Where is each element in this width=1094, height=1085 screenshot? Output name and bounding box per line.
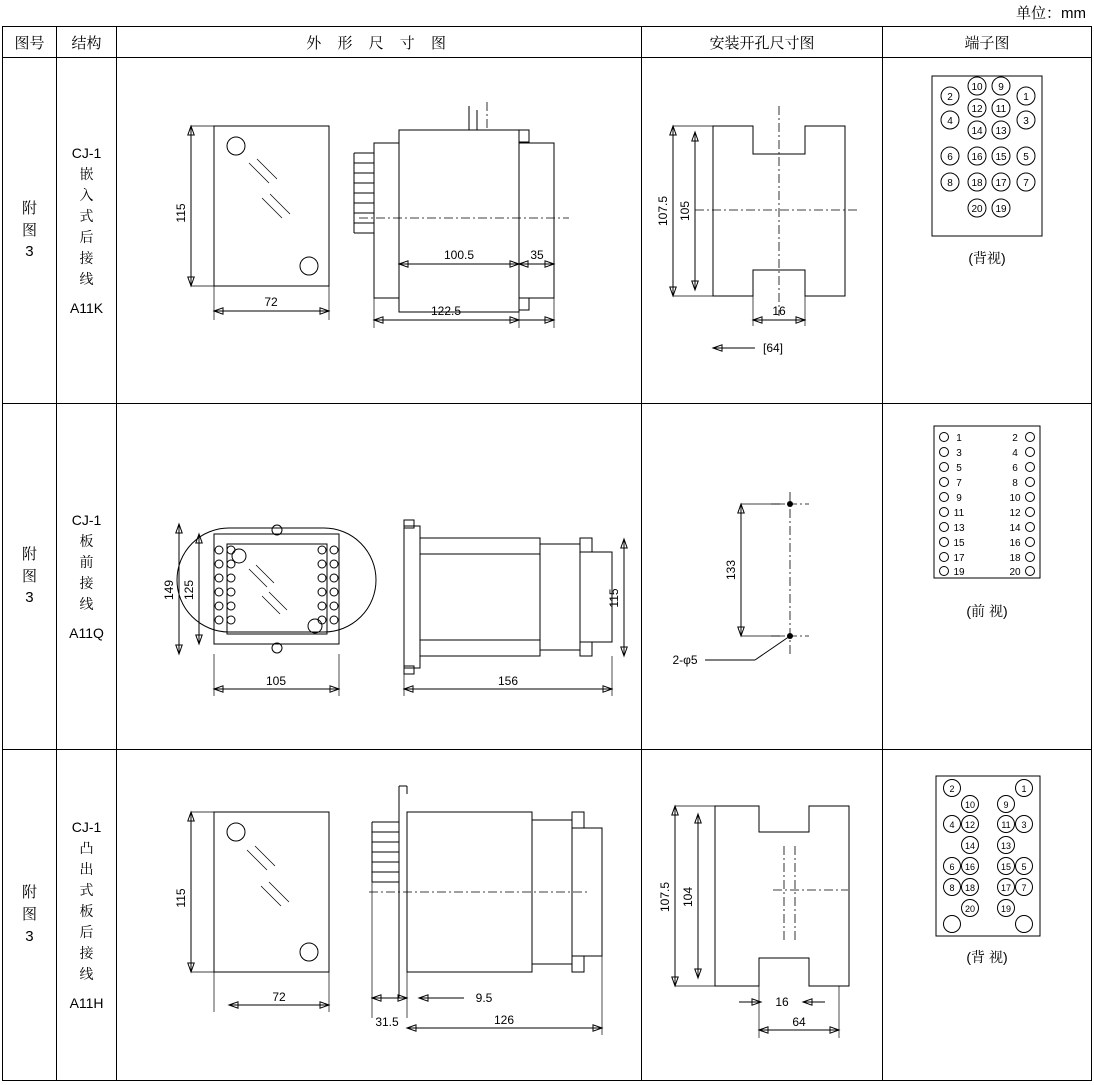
dim-label: 72 bbox=[272, 990, 286, 1004]
terminal-number: 15 bbox=[1000, 862, 1012, 872]
figure-no-char: 图 bbox=[21, 221, 37, 239]
terminal-number: 6 bbox=[947, 152, 953, 163]
outline-drawing-cell bbox=[117, 58, 642, 404]
row-figure-number bbox=[3, 404, 57, 750]
terminal-number: 1 bbox=[1021, 784, 1027, 794]
terminal-number: 7 bbox=[956, 478, 962, 489]
terminal-drawing-cell bbox=[883, 404, 1092, 750]
terminal-number: 10 bbox=[971, 82, 983, 93]
terminal-drawing-2 bbox=[884, 404, 1090, 704]
structure-char: 线 bbox=[79, 595, 94, 612]
dim-label: 64 bbox=[792, 1015, 806, 1029]
figure-no-char: 附 bbox=[21, 545, 37, 563]
dim-label: [64] bbox=[763, 341, 784, 355]
terminal-number: 7 bbox=[1021, 883, 1027, 893]
dim-label: 35 bbox=[530, 248, 544, 262]
terminal-number: 11 bbox=[995, 104, 1007, 115]
structure-char: 入 bbox=[79, 186, 94, 203]
terminal-number: 15 bbox=[953, 538, 965, 549]
terminal-number: 16 bbox=[1009, 538, 1021, 549]
terminal-number: 2 bbox=[947, 92, 953, 103]
terminal-number: 3 bbox=[1023, 116, 1029, 127]
outline-drawing-1 bbox=[119, 58, 639, 403]
structure-char: 凸 bbox=[79, 839, 94, 856]
terminal-number: 6 bbox=[949, 862, 955, 872]
terminal-number: 11 bbox=[1001, 820, 1011, 830]
terminal-number: 9 bbox=[956, 493, 962, 504]
dim-label: 126 bbox=[494, 1013, 515, 1027]
terminal-number: 18 bbox=[971, 178, 983, 189]
terminal-number: 18 bbox=[964, 883, 976, 893]
terminal-number: 11 bbox=[953, 508, 965, 519]
dim-label: 149 bbox=[162, 579, 177, 601]
structure-char: 后 bbox=[79, 923, 94, 940]
terminal-number: 19 bbox=[953, 567, 965, 578]
dim-label: 16 bbox=[775, 995, 789, 1009]
figure-no-char: 3 bbox=[25, 589, 34, 607]
hole-drawing-cell bbox=[642, 58, 883, 404]
dimension-table bbox=[2, 26, 1092, 1081]
terminal-drawing-3 bbox=[884, 750, 1090, 1050]
terminal-number: 4 bbox=[949, 820, 955, 830]
row-structure bbox=[56, 58, 116, 404]
terminal-number: 4 bbox=[1012, 448, 1018, 459]
terminal-number: 3 bbox=[1021, 820, 1027, 830]
structure-char: 板 bbox=[79, 902, 94, 919]
table-row bbox=[3, 58, 1092, 404]
structure-code: CJ-1 bbox=[71, 511, 102, 528]
hole-drawing-1 bbox=[643, 58, 881, 403]
unit-note: 单位：mm bbox=[1016, 5, 1086, 22]
outline-drawing-3 bbox=[119, 750, 639, 1080]
dim-label: 115 bbox=[174, 203, 189, 223]
terminal-number: 16 bbox=[964, 862, 976, 872]
terminal-number: 19 bbox=[1000, 904, 1012, 914]
dim-label: 156 bbox=[498, 674, 519, 688]
terminal-number: 9 bbox=[998, 82, 1004, 93]
terminal-number: 12 bbox=[964, 820, 976, 830]
dim-label: 107.5 bbox=[656, 195, 671, 227]
figure-no-char: 3 bbox=[25, 243, 34, 261]
dim-label: 115 bbox=[607, 588, 622, 608]
terminal-number: 8 bbox=[949, 883, 955, 893]
structure-char: 式 bbox=[79, 207, 94, 224]
structure-code: CJ-1 bbox=[71, 818, 102, 835]
structure-char: 出 bbox=[79, 860, 94, 877]
header-col-struct: 结构 bbox=[56, 27, 116, 58]
dim-label: 100.5 bbox=[444, 248, 475, 262]
table-row bbox=[3, 750, 1092, 1081]
terminal-number: 1 bbox=[1023, 92, 1029, 103]
structure-char: 嵌 bbox=[79, 165, 94, 182]
figure-no-char: 图 bbox=[21, 567, 37, 585]
dim-label: 107.5 bbox=[658, 881, 673, 913]
header-col-terminal: 端子图 bbox=[883, 27, 1092, 58]
terminal-drawing-cell bbox=[883, 750, 1092, 1081]
terminal-number: 5 bbox=[1021, 862, 1027, 872]
terminal-number: 14 bbox=[1009, 523, 1021, 534]
dim-label: 115 bbox=[174, 888, 189, 908]
structure-model: A11H bbox=[69, 994, 104, 1011]
terminal-number: 12 bbox=[971, 104, 983, 115]
terminal-number: 3 bbox=[956, 448, 962, 459]
structure-model: A11K bbox=[69, 299, 104, 316]
dim-label: 133 bbox=[724, 559, 739, 581]
terminal-number: 18 bbox=[1009, 553, 1021, 564]
terminal-number: 17 bbox=[995, 178, 1007, 189]
dim-label: 72 bbox=[264, 295, 278, 309]
header-col-outline: 外 形 尺 寸 图 bbox=[117, 27, 642, 58]
hole-drawing-3 bbox=[643, 750, 881, 1080]
terminal-number: 17 bbox=[953, 553, 965, 564]
terminal-number: 20 bbox=[1009, 567, 1021, 578]
terminal-number: 8 bbox=[1012, 478, 1018, 489]
terminal-number: 4 bbox=[947, 116, 953, 127]
structure-model: A11Q bbox=[69, 624, 104, 641]
row-structure bbox=[56, 404, 116, 750]
terminal-number: 13 bbox=[995, 126, 1007, 137]
terminal-drawing-1 bbox=[884, 58, 1090, 358]
structure-char: 线 bbox=[79, 965, 94, 982]
terminal-number: 16 bbox=[971, 152, 983, 163]
terminal-number: 14 bbox=[964, 841, 976, 851]
terminal-view-label: (前 视) bbox=[966, 603, 1008, 619]
terminal-number: 20 bbox=[971, 204, 983, 215]
row-structure bbox=[56, 750, 116, 1081]
row-figure-number bbox=[3, 58, 57, 404]
structure-char: 接 bbox=[79, 944, 94, 961]
header-col-no: 图号 bbox=[3, 27, 57, 58]
dim-label: 105 bbox=[266, 674, 287, 688]
terminal-number: 9 bbox=[1003, 800, 1009, 810]
terminal-number: 8 bbox=[947, 178, 953, 189]
header-col-hole: 安装开孔尺寸图 bbox=[642, 27, 883, 58]
terminal-number: 5 bbox=[956, 463, 962, 474]
structure-char: 前 bbox=[79, 553, 94, 570]
terminal-number: 13 bbox=[1000, 841, 1012, 851]
terminal-number: 12 bbox=[1009, 508, 1021, 519]
structure-char: 板 bbox=[79, 532, 94, 549]
row-figure-number bbox=[3, 750, 57, 1081]
figure-no-char: 3 bbox=[25, 927, 34, 945]
terminal-number: 19 bbox=[995, 204, 1007, 215]
terminal-number: 15 bbox=[995, 152, 1007, 163]
dim-label: 2-φ5 bbox=[672, 653, 698, 667]
terminal-number: 10 bbox=[964, 800, 976, 810]
dim-label: 9.5 bbox=[475, 991, 493, 1005]
dim-label: 104 bbox=[681, 886, 696, 908]
dim-label: 31.5 bbox=[375, 1015, 399, 1029]
outline-drawing-cell bbox=[117, 750, 642, 1081]
hole-drawing-cell bbox=[642, 404, 883, 750]
dim-label: 122.5 bbox=[431, 304, 462, 318]
dim-label: 125 bbox=[182, 579, 197, 601]
figure-no-char: 附 bbox=[21, 884, 37, 902]
terminal-number: 10 bbox=[1009, 493, 1021, 504]
terminal-drawing-cell bbox=[883, 58, 1092, 404]
terminal-view-label: (背 视) bbox=[966, 949, 1008, 965]
figure-no-char: 附 bbox=[21, 199, 37, 217]
dim-label: 16 bbox=[772, 304, 786, 318]
terminal-number: 13 bbox=[953, 523, 965, 534]
outline-drawing-2 bbox=[119, 404, 639, 749]
structure-char: 线 bbox=[79, 270, 94, 287]
terminal-number: 20 bbox=[964, 904, 976, 914]
terminal-number: 2 bbox=[949, 784, 955, 794]
terminal-number: 2 bbox=[1012, 433, 1018, 444]
terminal-view-label: (背视) bbox=[968, 250, 1006, 266]
outline-drawing-cell bbox=[117, 404, 642, 750]
dim-label: 105 bbox=[678, 200, 693, 222]
structure-char: 后 bbox=[79, 228, 94, 245]
structure-code: CJ-1 bbox=[71, 144, 102, 161]
hole-drawing-2 bbox=[643, 404, 881, 749]
table-header-row bbox=[3, 27, 1092, 58]
figure-no-char: 图 bbox=[21, 906, 37, 924]
table-row bbox=[3, 404, 1092, 750]
structure-char: 接 bbox=[79, 574, 94, 591]
structure-char: 接 bbox=[79, 249, 94, 266]
terminal-number: 6 bbox=[1012, 463, 1018, 474]
terminal-number: 5 bbox=[1023, 152, 1029, 163]
terminal-number: 17 bbox=[1000, 883, 1012, 893]
structure-char: 式 bbox=[79, 881, 94, 898]
terminal-number: 1 bbox=[956, 433, 962, 444]
terminal-number: 14 bbox=[971, 126, 983, 137]
hole-drawing-cell bbox=[642, 750, 883, 1081]
terminal-number: 7 bbox=[1023, 178, 1029, 189]
